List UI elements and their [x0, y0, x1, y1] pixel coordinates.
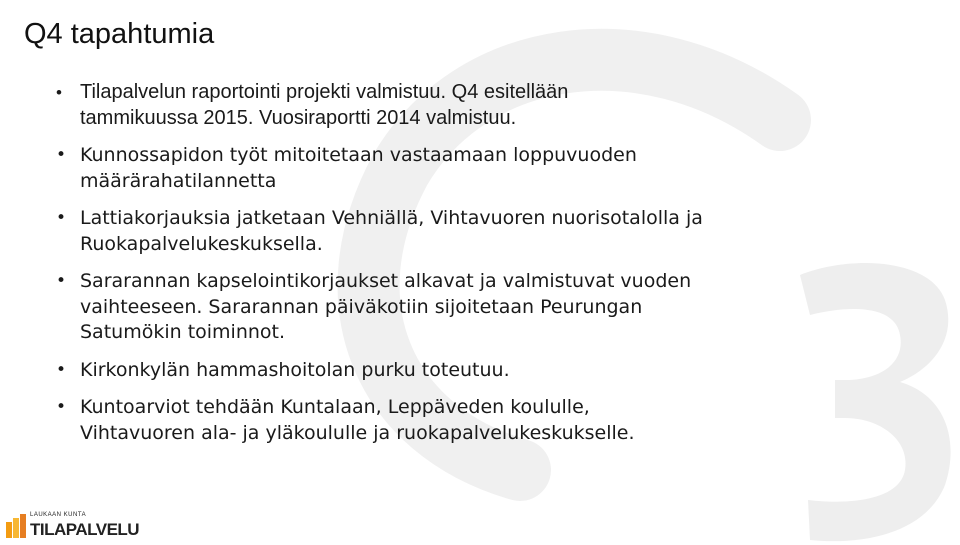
bullet-dot-icon: • — [56, 208, 67, 228]
bullet-list — [56, 80, 756, 458]
page-title: Q4 tapahtumia — [24, 18, 215, 50]
list-item-text: Kirkonkylän hammashoitolan purku toteutuu. — [80, 358, 510, 381]
tilapalvelu-logo — [6, 512, 140, 542]
list-item-text: määrärahatilannetta — [80, 169, 277, 192]
bullet-dot-icon: • — [56, 83, 62, 102]
logo-mark-icon — [6, 514, 26, 538]
list-item — [56, 358, 756, 384]
list-item — [56, 395, 756, 446]
bullet-dot-icon: • — [56, 145, 67, 165]
bullet-dot-icon: • — [56, 397, 67, 417]
list-item-text: Satumökin toiminnot. — [80, 321, 286, 343]
list-item-text: Ruokapalvelukeskuksella. — [80, 232, 323, 255]
list-item — [56, 143, 756, 194]
list-item-text: Tilapalvelun raportointi projekti valmistuu. Q4 esitellään — [80, 81, 569, 103]
bullet-dot-icon: • — [56, 271, 67, 291]
list-item-text: Vihtavuoren ala- ja yläkoululle ja ruokapalvelukeskukselle. — [80, 421, 635, 444]
list-item-text: tammikuussa 2015. Vuosiraportti 2014 valmistuu. — [80, 106, 517, 129]
list-item — [56, 206, 756, 257]
list-item-text: Sararannan kapselointikorjaukset alkavat ja valmistuvat vuoden — [80, 270, 692, 292]
list-item-text: Kuntoarviot tehdään Kuntalaan, Leppäveden koululle, — [80, 396, 590, 418]
bullet-dot-icon: • — [56, 359, 67, 380]
logo-small-text: LAUKAAN KUNTA — [30, 512, 87, 518]
list-item-text: Lattiakorjauksia jatketaan Vehniällä, Vihtavuoren nuorisotalolla ja — [80, 207, 703, 229]
list-item — [56, 80, 756, 131]
list-item-text: Kunnossapidon työt mitoitetaan vastaamaan loppuvuoden — [80, 144, 637, 166]
list-item — [56, 269, 756, 346]
list-item-text: vaihteeseen. Sararannan päiväkotiin sijoitetaan Peurungan — [80, 295, 643, 318]
logo-big-text: TILAPALVELU — [30, 520, 140, 539]
